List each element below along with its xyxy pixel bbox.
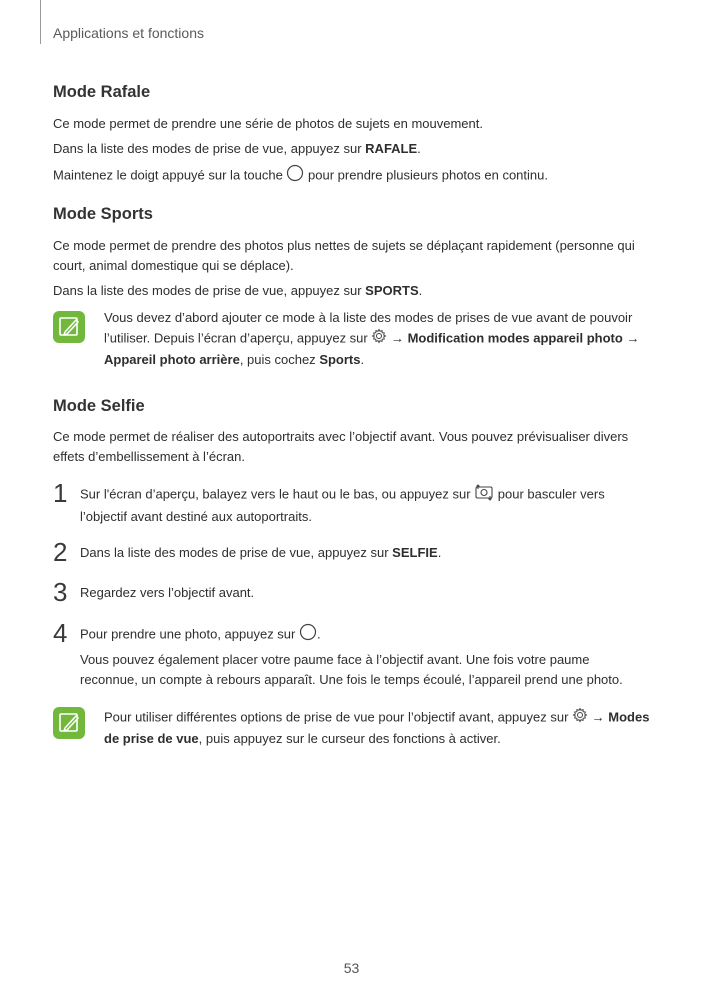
gear-icon — [371, 328, 387, 350]
note-pencil-icon — [53, 311, 85, 343]
selfie-para1: Ce mode permet de réaliser des autoportraits avec l’objectif avant. Vous pouvez prévisualiser divers effets d’embellissement à l’écran. — [53, 429, 629, 464]
step-1-number: 1 — [53, 478, 68, 508]
sports-para1: Ce mode permet de prendre des photos plus nettes de sujets se déplaçant rapidement (personne qui court, animal domestique qui se déplace). — [53, 238, 635, 273]
sports-keyword: SPORTS — [365, 283, 419, 298]
step-2-number: 2 — [53, 537, 68, 567]
step-4-text: Pour prendre une photo, appuyez sur . — [80, 623, 650, 647]
step-2-text: Dans la liste des modes de prise de vue, appuyez sur SELFIE. — [80, 545, 442, 560]
note-pencil-icon — [53, 707, 85, 739]
step-3-text: Regardez vers l’objectif avant. — [80, 585, 255, 600]
page-number: 53 — [343, 960, 360, 976]
rafale-keyword: RAFALE — [365, 141, 418, 156]
gear-icon — [572, 707, 588, 729]
section-header: Applications et fonctions — [53, 25, 204, 41]
step-3-number: 3 — [53, 577, 68, 607]
rafale-line3: Maintenez le doigt appuyé sur la touche pour prendre plusieurs photos en continu. — [53, 164, 653, 188]
heading-rafale: Mode Rafale — [53, 83, 151, 101]
rafale-line2: Dans la liste des modes de prise de vue, appuyez sur RAFALE. — [53, 141, 421, 156]
selfie-note: Pour utiliser différentes options de prise de vue pour l’objectif avant, appuyez sur → Modes de prise de vue, puis appuyez sur le curseur des fonctions à activer. — [104, 707, 659, 749]
step-4-extra: Vous pouvez également placer votre paume face à l’objectif avant. Une fois votre paume reconnue, un compte à rebours apparaît. Une fois le temps écoulé, l’appareil prend une photo. — [80, 652, 623, 687]
sports-note: Vous devez d’abord ajouter ce mode à la liste des modes de prises de vue avant de pouvoir l’utiliser. Depuis l’écran d’aperçu, appuyez sur → Modification modes appareil photo → Appareil photo arrière, puis cochez Sports. — [104, 310, 640, 367]
step-1-text: Sur l'écran d’aperçu, balayez vers le haut ou le bas, ou appuyez sur pour basculer vers l’objectif avant destiné aux autoportraits. — [80, 483, 650, 527]
sports-line2: Dans la liste des modes de prise de vue, appuyez sur SPORTS. — [53, 283, 423, 298]
heading-sports: Mode Sports — [53, 205, 153, 223]
header-rule — [40, 0, 41, 44]
step-4-number: 4 — [53, 618, 68, 648]
shutter-button-icon — [299, 623, 317, 647]
selfie-keyword: SELFIE — [392, 545, 438, 560]
switch-camera-icon — [474, 483, 494, 507]
shutter-button-icon — [286, 164, 304, 188]
heading-selfie: Mode Selfie — [53, 397, 145, 415]
rafale-line1: Ce mode permet de prendre une série de photos de sujets en mouvement. — [53, 116, 483, 131]
